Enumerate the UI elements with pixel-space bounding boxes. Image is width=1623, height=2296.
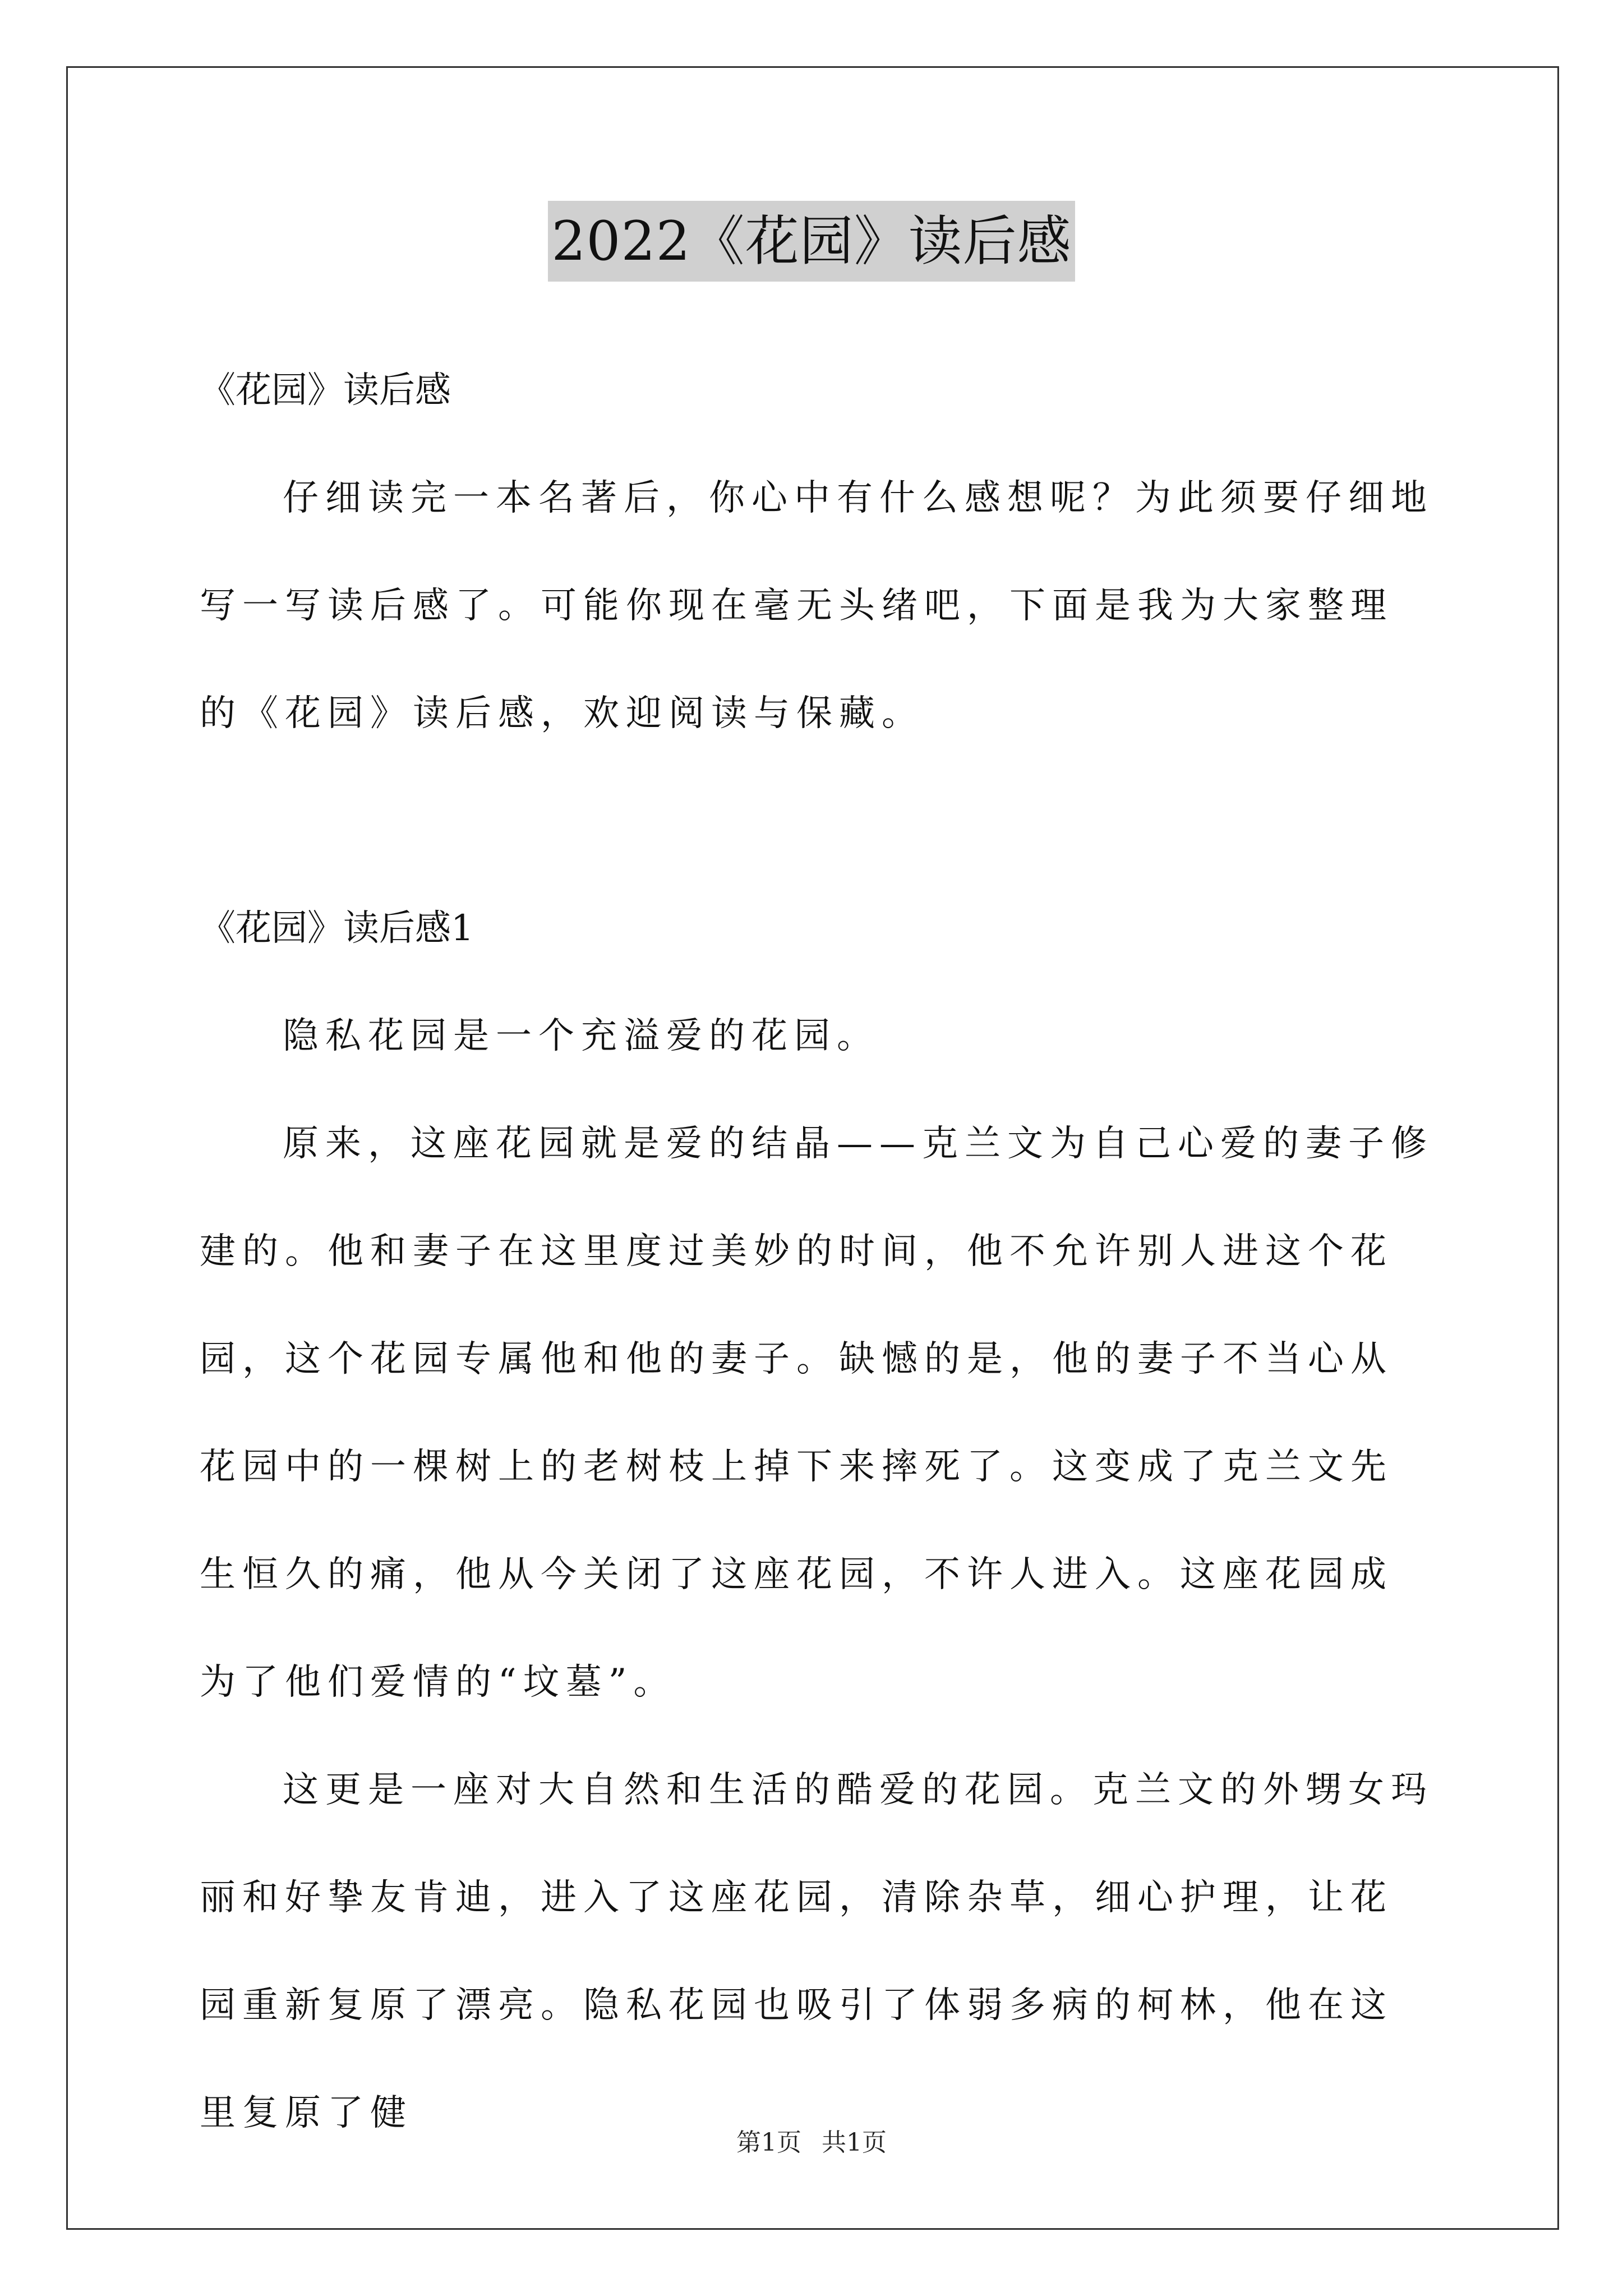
body-paragraph: 隐私花园是一个充溢爱的花园。 — [283, 1015, 879, 1057]
section-heading: 《花园》读后感1 — [200, 908, 474, 949]
section-spacer — [200, 767, 1433, 875]
body-paragraph: 这更是一座对大自然和生活的酷爱的花园。克兰文的外甥女玛丽和好挚友肯迪，进入了这座花园，清除杂草，细心护理，让花园重新复原了漂亮。隐私花园也吸引了体弱多病的柯林，他在这里复原了健 — [200, 1769, 1433, 2134]
title-wrapper — [0, 201, 1623, 282]
intro-heading: 《花园》读后感 — [200, 370, 451, 411]
document-title: 2022《花园》读后感 — [548, 201, 1075, 282]
body-paragraph: 原来，这座花园就是爱的结晶——克兰文为自己心爱的妻子修建的。他和妻子在这里度过美妙的时间，他不允许别人进这个花园，这个花园专属他和他的妻子。缺憾的是，他的妻子不当心从花园中的一棵树上的老树枝上掉下来摔死了。这变成了克兰文先生恒久的痛，他从今关闭了这座花园，不许人进入。这座花园成为了他们爱情的“坟墓”。 — [200, 1123, 1433, 1703]
page-number-current: 第1页 — [736, 2128, 801, 2157]
document-body — [200, 337, 1433, 2167]
page-footer — [0, 2126, 1623, 2160]
page-number-total: 共1页 — [822, 2128, 887, 2157]
intro-paragraph: 仔细读完一本名著后，你心中有什么感想呢？为此须要仔细地写一写读后感了。可能你现在毫无头绪吧，下面是我为大家整理的《花园》读后感，欢迎阅读与保藏。 — [200, 477, 1433, 734]
